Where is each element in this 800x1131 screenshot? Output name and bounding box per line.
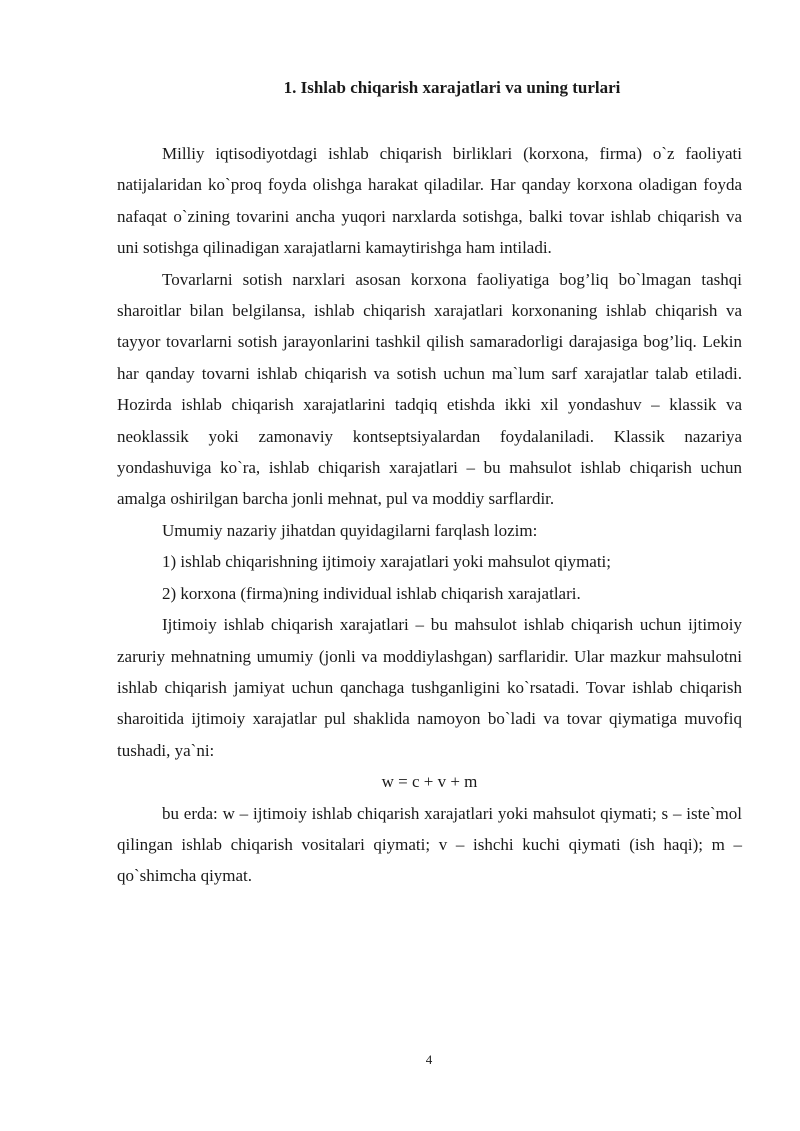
paragraph-social-costs: Ijtimoiy ishlab chiqarish xarajatlari – bu mahsulot ishlab chiqarish uchun ijtimoiy zaruriy mehnatning umumiy (jonli va moddiylashgan) sarflaridir. Ular mazkur mahsulotni ishlab chiqarish jamiyat uchun qanchaga tushganligini ko`rsatadi. Tovar ishlab chiqarish sharoitida ijtimoiy xarajatlar pul shaklida namoyon bo`ladi va tovar qiymatiga muvofiq tushadi, ya`ni:: [117, 615, 742, 760]
paragraph-distinguish: Umumiy nazariy jihatdan quyidagilarni farqlash lozim:: [162, 520, 538, 540]
body-text: [117, 138, 742, 892]
list-item-1: 1) ishlab chiqarishning ijtimoiy xarajatlari yoki mahsulot qiymati;: [162, 552, 612, 572]
list-item-2: 2) korxona (firma)ning individual ishlab chiqarish xarajatlari.: [162, 583, 581, 603]
page-number: 4: [425, 1052, 433, 1067]
paragraph-prices: Tovarlarni sotish narxlari asosan korxona faoliyatiga bog’liq bo`lmagan tashqi sharoitlar bilan belgilansa, ishlab chiqarish xarajatlari korxonaning ishlab chiqarish va tayyor tovarlarni sotish jarayonlarini tashkil qilish samaradorligi darajasiga bog’liq. Lekin har qanday tovarni ishlab chiqarish va sotish uchun ma`lum sarf xarajatlar talab etiladi. Hozirda ishlab chiqarish xarajatlarini tadqiq etishda ikki xil yondashuv – klassik va neoklassik yoki zamonaviy kontseptsiyalardan foydalaniladi. Klassik nazariya yondashuviga ko`ra, ishlab chiqarish xarajatlari – bu mahsulot ishlab chiqarish uchun amalga oshirilgan barcha jonli mehnat, pul va moddiy sarflardir.: [117, 269, 742, 509]
paragraph-intro: Milliy iqtisodiyotdagi ishlab chiqarish birliklari (korxona, firma) o`z faoliyati natijalaridan ko`proq foyda olishga harakat qiladilar. Har qanday korxona oladigan foyda nafaqat o`zining tovarini ancha yuqori narxlarda sotishga, balki tovar ishlab chiqarish va uni sotishga qilinadigan xarajatlarni kamaytirishga ham intiladi.: [117, 144, 742, 258]
section-heading: 1. Ishlab chiqarish xarajatlari va uning turlari: [283, 78, 621, 97]
paragraph-formula-legend: bu erda: w – ijtimoiy ishlab chiqarish xarajatlari yoki mahsulot qiymati; s – iste`mol qilingan ishlab chiqarish vositalari qiymati; v – ishchi kuchi qiymati (ish haqi); m – qo`shimcha qiymat.: [117, 803, 742, 886]
formula: w = c + v + m: [381, 772, 478, 792]
